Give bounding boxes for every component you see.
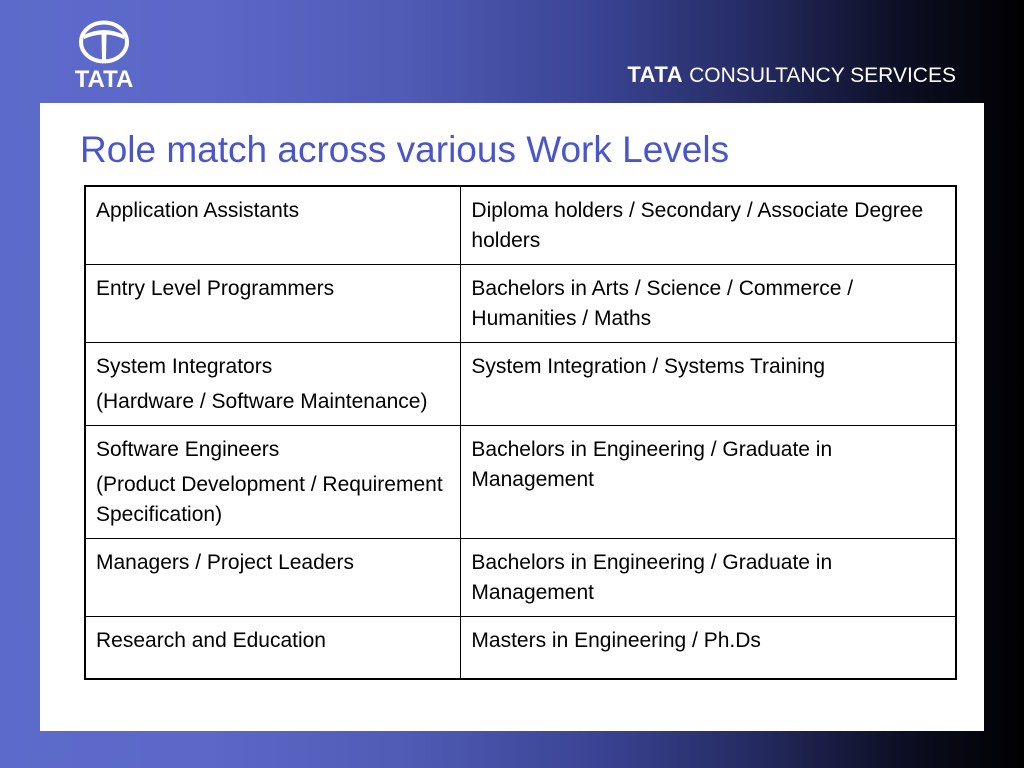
tata-emblem-icon <box>78 20 130 64</box>
role-cell <box>85 265 461 343</box>
role-cell <box>85 617 461 680</box>
qualification-text: Bachelors in Arts / Science / Commerce / Humanities / Maths <box>471 277 854 330</box>
tata-logo <box>64 20 144 93</box>
qualification-cell <box>461 186 956 265</box>
brand-bold: TATA <box>627 62 684 87</box>
role-name: Software Engineers <box>96 438 280 461</box>
role-name: Research and Education <box>96 629 326 652</box>
table-row <box>85 186 956 265</box>
role-name: Application Assistants <box>96 199 300 222</box>
role-cell <box>85 539 461 617</box>
brand-rest: CONSULTANCY SERVICES <box>689 64 956 87</box>
role-cell <box>85 426 461 539</box>
role-subtitle: (Hardware / Software Maintenance) <box>96 390 428 413</box>
table-row <box>85 539 956 617</box>
table-row <box>85 343 956 426</box>
role-name: System Integrators <box>96 355 273 378</box>
qualification-text: Diploma holders / Secondary / Associate Degree holders <box>471 199 924 252</box>
role-cell <box>85 186 461 265</box>
logo-wordmark: TATA <box>74 66 134 93</box>
slide-content <box>40 103 984 731</box>
role-subtitle: (Product Development / Requirement Specification) <box>96 473 443 526</box>
role-cell <box>85 343 461 426</box>
qualification-cell <box>461 539 956 617</box>
brand-name <box>627 62 956 88</box>
table-row <box>85 265 956 343</box>
role-name: Entry Level Programmers <box>96 277 335 300</box>
qualification-cell <box>461 265 956 343</box>
table-row <box>85 426 956 539</box>
qualification-text: Bachelors in Engineering / Graduate in Management <box>471 438 833 491</box>
role-name: Managers / Project Leaders <box>96 551 354 574</box>
qualification-text: Bachelors in Engineering / Graduate in Management <box>471 551 833 604</box>
qualification-cell <box>461 617 956 680</box>
roles-table <box>84 185 957 680</box>
qualification-cell <box>461 343 956 426</box>
qualification-text: Masters in Engineering / Ph.Ds <box>471 629 761 652</box>
slide-title: Role match across various Work Levels <box>80 129 730 170</box>
qualification-text: System Integration / Systems Training <box>471 355 826 378</box>
table-row <box>85 617 956 680</box>
qualification-cell <box>461 426 956 539</box>
